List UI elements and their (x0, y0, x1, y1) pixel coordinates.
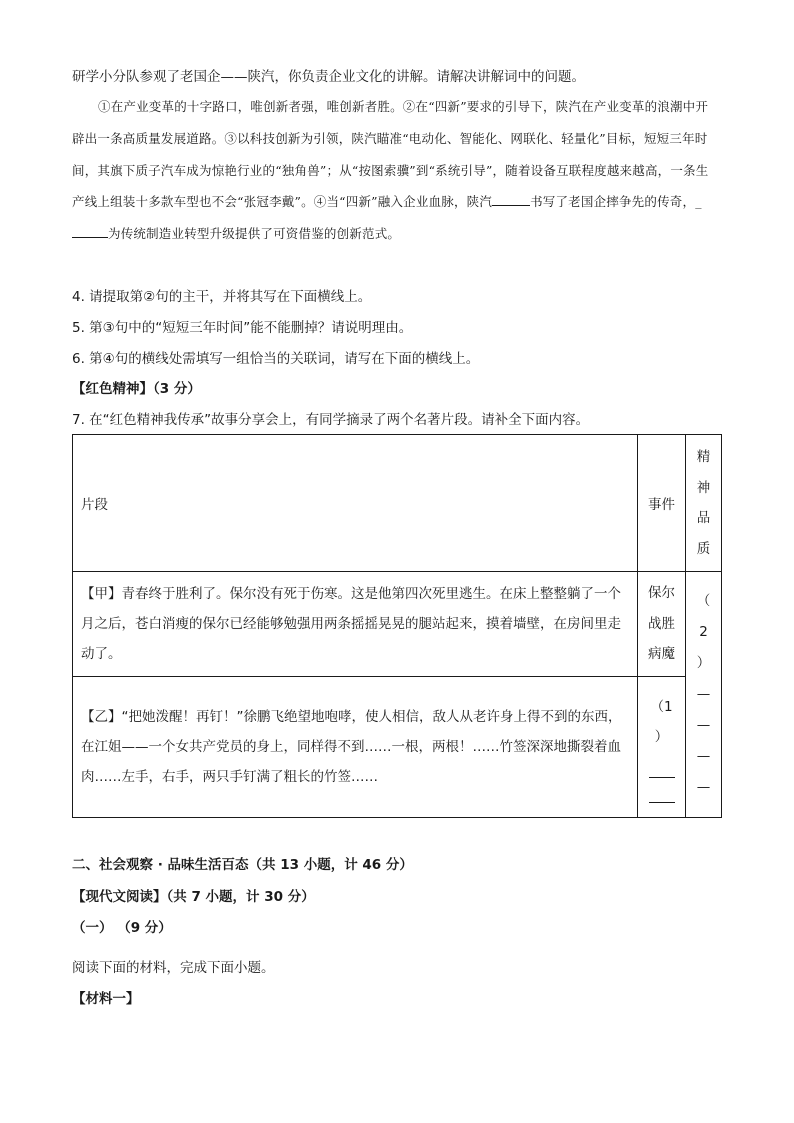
event-answer-cell[interactable] (638, 677, 686, 818)
passage-body: ①在产业变革的十字路口，唯创新者强，唯创新者胜。②在“四新”要求的引导下，陕汽在产业变革的浪潮中开辟出一条高质量发展道路。③以科技创新为引领，陕汽瞄准“电动化、智能化、网联化、轻量化”目标，短短三年时间，其旗下质子汽车成为惊艳行业的“独角兽”；从“按图索骥”到“系统引导”，随着设备互联程度越来越高，一条生产线上组装十多款车型也不会“张冠李戴”。④当“四新”融入企业血脉，陕汽 (72, 99, 709, 210)
part-1-heading: （一） （9 分） (72, 920, 172, 936)
quality-answer-cell[interactable] (686, 572, 722, 818)
section-2-title: 二、社会观察 · 品味生活百态（共 13 小题，计 46 分） (72, 857, 413, 873)
header-event: 事件 (648, 497, 675, 513)
header-quality (686, 442, 721, 564)
passage (72, 91, 717, 250)
quality-blank[interactable] (686, 586, 721, 803)
passage-end: 为传统制造业转型升级提供了可资借鉴的创新范式。 (108, 226, 401, 242)
header-quality-char: 神 (696, 479, 711, 496)
event-blank-char: ） (654, 729, 669, 745)
quality-blank-char: 2 (699, 624, 708, 640)
table-row-jia (73, 572, 722, 677)
quality-blank-char: — (696, 717, 711, 733)
row2-fragment-cell (73, 677, 638, 818)
event-blank-char: （1 (650, 698, 673, 715)
quality-blank-char: — (696, 748, 711, 764)
question-6: 6. 第④句的横线处需填写一组恰当的关联词，请写在下面的横线上。 (72, 351, 480, 367)
row1-event-line: 战胜 (648, 615, 675, 632)
table-header-row (73, 435, 722, 572)
passage-blank-prefix: _ (695, 194, 702, 210)
intro-text: 研学小分队参观了老国企——陕汽，你负责企业文化的讲解。请解决讲解词中的问题。 (72, 69, 585, 85)
section-red-score: （3 分） (153, 381, 201, 397)
header-quality-char: 精 (696, 449, 711, 465)
row1-event (638, 578, 685, 670)
event-blank-line (649, 778, 675, 803)
reading-heading: 【现代文阅读】（共 7 小题，计 30 分） (72, 889, 315, 905)
fragment-table (72, 434, 722, 818)
header-quality-char: 质 (696, 540, 711, 557)
blank-2[interactable] (72, 225, 108, 238)
material-1-label: 【材料一】 (72, 991, 140, 1007)
question-4: 4. 请提取第②句的主干，并将其写在下面横线上。 (72, 289, 372, 305)
section-red-heading (72, 379, 201, 399)
row1-event-line: 保尔 (648, 585, 675, 602)
quality-blank-char: （ (696, 593, 711, 609)
quality-blank-char: — (696, 779, 711, 795)
row1-fragment-cell (73, 572, 638, 677)
header-event-cell (638, 435, 686, 572)
blank-1[interactable] (492, 193, 530, 206)
header-fragment: 片段 (81, 497, 108, 513)
row1-event-line: 病魔 (648, 646, 675, 663)
table-row-yi (73, 677, 722, 818)
event-blank[interactable] (638, 692, 685, 803)
event-blank-line (649, 753, 675, 778)
quality-blank-char: — (696, 686, 711, 702)
row1-fragment: 【甲】青春终于胜利了。保尔没有死于伤寒。这是他第四次死里逃生。在床上整整躺了一个月之后，苍白消瘦的保尔已经能够勉强用两条摇摇晃晃的腿站起来，摸着墙壁，在房间里走动了。 (81, 586, 621, 662)
header-fragment-cell (73, 435, 638, 572)
row1-event-cell (638, 572, 686, 677)
reading-instruction: 阅读下面的材料，完成下面小题。 (72, 960, 275, 976)
passage-middle: 书写了老国企摔争先的传奇， (530, 194, 696, 210)
section-red-title: 【红色精神】 (72, 381, 153, 397)
quality-blank-char: ） (696, 655, 711, 671)
question-7: 7. 在“红色精神我传承”故事分享会上，有同学摘录了两个名著片段。请补全下面内容。 (72, 412, 590, 428)
header-quality-cell (686, 435, 722, 572)
header-quality-char: 品 (696, 510, 711, 526)
row2-fragment: 【乙】“把她泼醒！再钉！”徐鹏飞绝望地咆哮，使人相信，敌人从老许身上得不到的东西，在江姐——一个女共产党员的身上，同样得不到……一根，两根！……竹签深深地撕裂着血肉……左手，右手，两只手钉满了粗长的竹签…… (81, 709, 622, 785)
question-5: 5. 第③句中的“短短三年时间”能不能删掉？请说明理由。 (72, 320, 413, 336)
